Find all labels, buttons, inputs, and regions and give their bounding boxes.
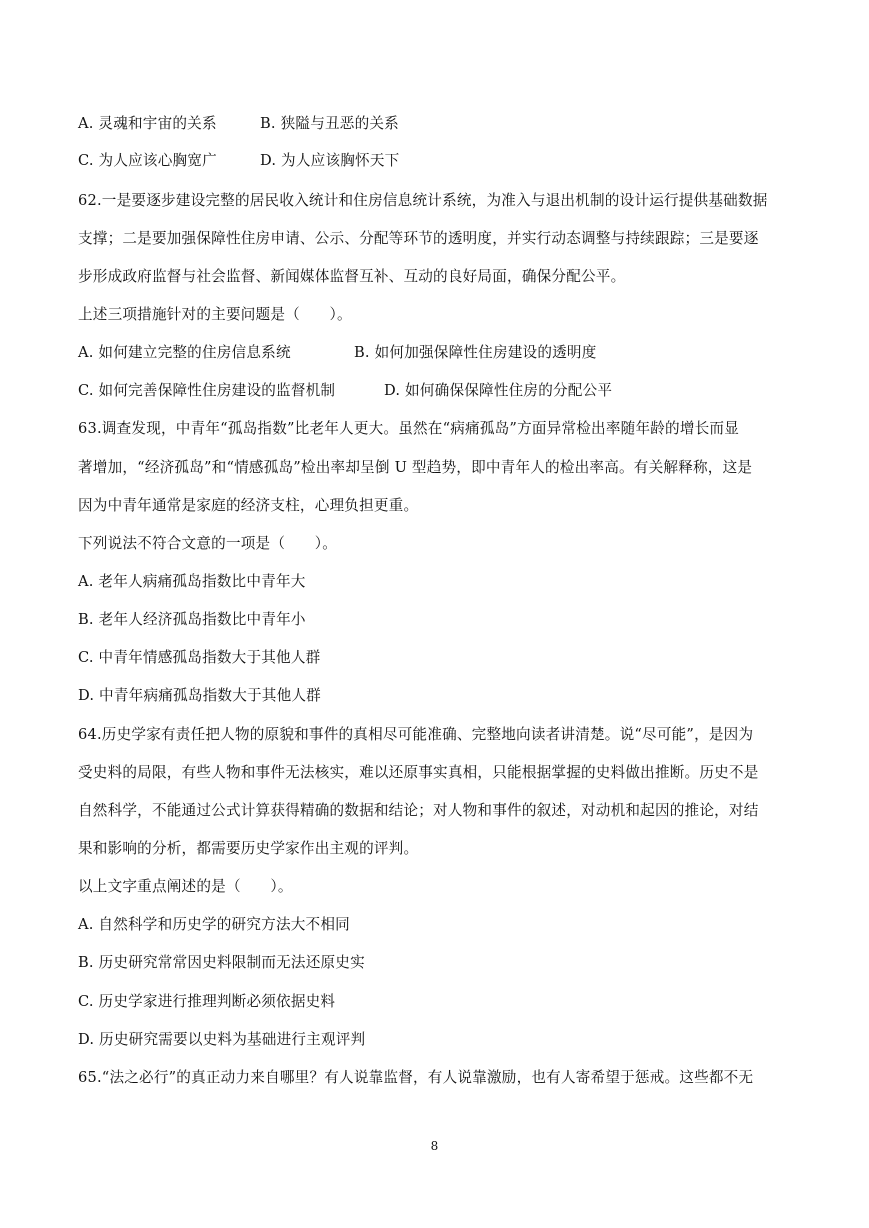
- q61-option-d: D. 为人应该胸怀天下: [260, 152, 400, 169]
- q64-text-line: 自然科学，不能通过公式计算获得精确的数据和结论；对人物和事件的叙述，对动机和起因的推论，对结: [78, 802, 759, 819]
- q62-options-row-1: [78, 343, 597, 363]
- q64-option-a: A. 自然科学和历史学的研究方法大不相同: [78, 916, 350, 933]
- q63-option-b: B. 老年人经济孤岛指数比中青年小: [78, 611, 306, 628]
- q64-question: 以上文字重点阐述的是（ ）。: [78, 878, 293, 895]
- q63-option-a: A. 老年人病痛孤岛指数比中青年大: [78, 573, 306, 590]
- q63-question: 下列说法不符合文意的一项是（ ）。: [78, 535, 337, 552]
- q62-options-row-2: [78, 381, 612, 401]
- q64-option-d: D. 历史研究需要以史料为基础进行主观评判: [78, 1031, 366, 1048]
- q63-text-line: 因为中青年通常是家庭的经济支柱，心理负担更重。: [78, 497, 419, 514]
- q62-option-c: C. 如何完善保障性住房建设的监督机制: [78, 382, 336, 399]
- q62-option-b: B. 如何加强保障性住房建设的透明度: [354, 344, 597, 361]
- q61-option-b: B. 狭隘与丑恶的关系: [260, 115, 399, 132]
- q62-option-d: D. 如何确保保障性住房的分配公平: [384, 382, 613, 399]
- q64-text-line: 果和影响的分析，都需要历史学家作出主观的评判。: [78, 840, 419, 857]
- q65-text-line: 65.“法之必行”的真正动力来自哪里？有人说靠监督，有人说靠激励，也有人寄希望于惩戒。这些都不无: [78, 1069, 754, 1086]
- q64-text-line: 64.历史学家有责任把人物的原貌和事件的真相尽可能准确、完整地向读者讲清楚。说“尽可能”，是因为: [78, 726, 754, 743]
- q61-option-a: A. 灵魂和宇宙的关系: [78, 115, 217, 132]
- q64-option-c: C. 历史学家进行推理判断必须依据史料: [78, 993, 336, 1010]
- q61-options-row-2: [78, 151, 399, 171]
- q64-text-line: 受史料的局限，有些人物和事件无法核实，难以还原事实真相，只能根据掌握的史料做出推断。历史不是: [78, 764, 759, 781]
- q62-text-line: 支撑；二是要加强保障性住房申请、公示、分配等环节的透明度，并实行动态调整与持续跟踪；三是要逐: [78, 230, 759, 247]
- q62-option-a: A. 如何建立完整的住房信息系统: [78, 344, 291, 361]
- q63-option-d: D. 中青年病痛孤岛指数大于其他人群: [78, 687, 321, 704]
- q63-text-line: 63.调查发现，中青年“孤岛指数”比老年人更大。虽然在“病痛孤岛”方面异常检出率随年龄的增长而显: [78, 420, 739, 437]
- q62-text-line: 步形成政府监督与社会监督、新闻媒体监督互补、互动的良好局面，确保分配公平。: [78, 268, 626, 285]
- page-number: 8: [430, 1139, 439, 1153]
- q63-option-c: C. 中青年情感孤岛指数大于其他人群: [78, 649, 321, 666]
- q61-options-row-1: [78, 114, 399, 134]
- q62-question: 上述三项措施针对的主要问题是（ ）。: [78, 306, 352, 323]
- q63-text-line: 著增加，“经济孤岛”和“情感孤岛”检出率却呈倒 U 型趋势，即中青年人的检出率高。有关解释称，这是: [78, 459, 753, 476]
- q62-text-line: 62.一是要逐步建设完整的居民收入统计和住房信息统计系统，为准入与退出机制的设计运行提供基础数据: [78, 192, 768, 209]
- q61-option-c: C. 为人应该心胸宽广: [78, 152, 217, 169]
- q64-option-b: B. 历史研究常常因史料限制而无法还原史实: [78, 954, 365, 971]
